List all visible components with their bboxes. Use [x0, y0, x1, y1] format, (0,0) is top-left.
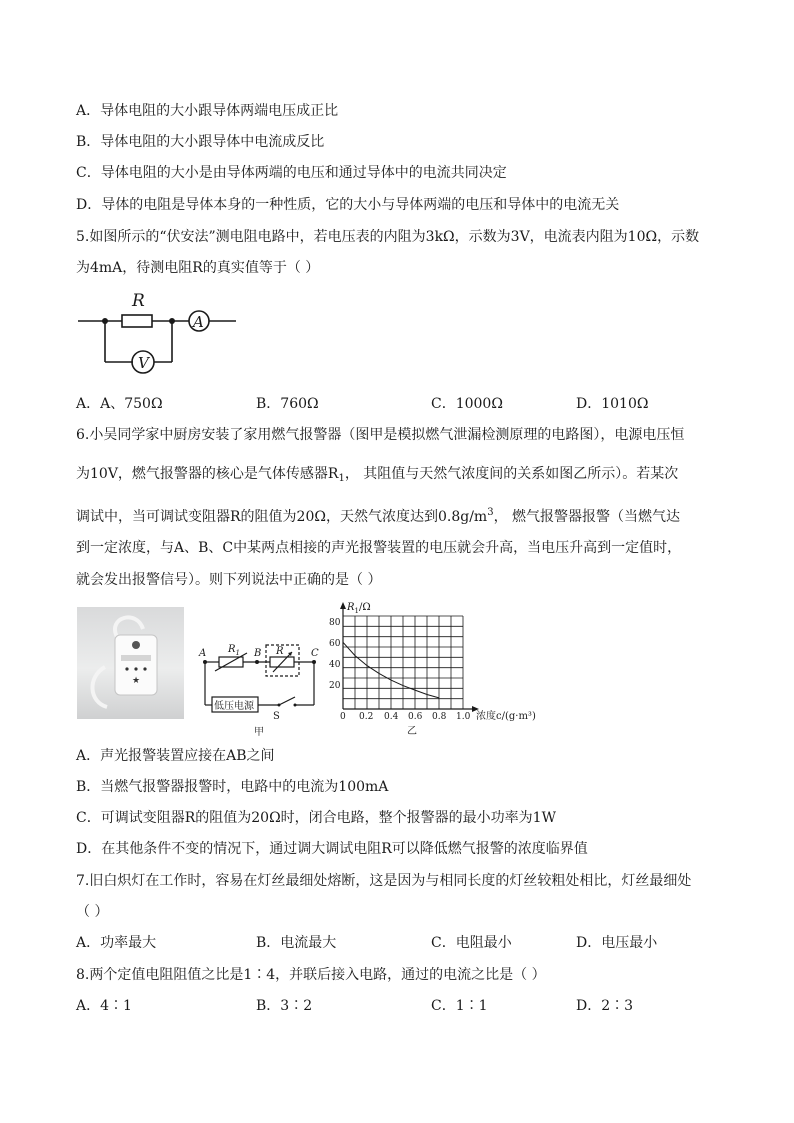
switch-label: S — [273, 711, 280, 722]
q6-circuit-diagram — [195, 635, 325, 739]
svg-text:★: ★ — [132, 676, 141, 686]
graph-xlabel: 浓度c/(g·m³) — [476, 711, 536, 722]
svg-text:R1 — [227, 644, 240, 657]
graph-xtick-0.4: 0.4 — [384, 712, 399, 722]
graph-ytick-20: 20 — [329, 681, 341, 691]
q5-option-d: D．1010Ω — [576, 396, 649, 412]
q4-option-b: B．导体电阻的大小跟导体中电流成反比 — [76, 134, 325, 150]
graph-ytick-40: 40 — [329, 660, 341, 670]
q5-stem-line2: 为4mA，待测电阻R的真实值等于（ ） — [76, 260, 320, 276]
q5-circuit-diagram — [76, 282, 241, 382]
q6-stem-line2: 为10V，燃气报警器的核心是气体传感器$R_1$， 其阻值与天然气浓度间的关系如图乙所示）。若某次 — [76, 466, 679, 484]
q6-resistance-graph — [327, 598, 554, 740]
q6-stem-line4: 到一定浓度，与A、B、C中某两点相接的声光报警装置的电压就会升高，当电压升高到一定值时， — [76, 540, 682, 556]
q7-option-c: C．电阻最小 — [431, 935, 512, 951]
q5-stem-line1: 5.如图所示的“伏安法”测电阻电路中，若电压表的内阻为3kΩ，示数为3V，电流表内阻为10Ω，示数 — [76, 229, 700, 245]
q6-option-d: D．在其他条件不变的情况下，通过调大调试电阻R可以降低燃气报警的浓度临界值 — [76, 841, 588, 857]
node-a-label: A — [199, 648, 207, 659]
q8-option-a: A．4∶1 — [76, 998, 132, 1014]
graph-ylabel-unit: /Ω — [359, 602, 371, 613]
q6-stem-line1: 6.小吴同学家中厨房安装了家用燃气报警器（图甲是模拟燃气泄漏检测原理的电路图），电源电压恒 — [76, 427, 685, 443]
q7-option-a: A．功率最大 — [76, 935, 157, 951]
q6-option-c: C．可调试变阻器R的阻值为20Ω时，闭合电路，整个报警器的最小功率为1W — [76, 810, 556, 826]
q4-option-c: C．导体电阻的大小是由导体两端的电压和通过导体中的电流共同决定 — [76, 165, 507, 181]
q5-option-b: B．760Ω — [256, 396, 319, 412]
q7-stem-line1: 7.旧白炽灯在工作时，容易在灯丝最细处熔断，这是因为与相同长度的灯丝较粗处相比，灯丝最细处 — [76, 873, 692, 889]
q6-stem-line5: 就会发出报警信号）。则下列说法中正确的是（ ） — [76, 572, 382, 588]
graph-ytick-80: 80 — [329, 618, 341, 628]
r1-label: R — [228, 644, 236, 655]
q8-options — [76, 996, 726, 1016]
svg-text:R1/Ω — [346, 602, 371, 615]
q5-option-c: C．1000Ω — [431, 396, 503, 412]
graph-xtick-0: 0 — [340, 712, 346, 722]
node-b-label: B — [254, 648, 262, 659]
q5-options — [76, 394, 726, 414]
graph-xtick-0.6: 0.6 — [408, 712, 423, 722]
q7-stem-line2: （ ） — [76, 904, 109, 920]
voltmeter-label: V — [138, 354, 149, 372]
q8-option-d: D．2∶3 — [576, 998, 634, 1014]
graph-grid — [343, 616, 463, 709]
r1-subscript: 1 — [235, 649, 240, 657]
graph-xtick-0.2: 0.2 — [359, 712, 374, 722]
resistor-r — [122, 315, 152, 327]
r-label: R — [276, 646, 284, 657]
q7-options — [76, 933, 726, 953]
graph-caption: 乙 — [407, 726, 417, 737]
ammeter-label: A — [193, 313, 204, 331]
graph-ylabel-r: R — [347, 602, 355, 613]
resistor-label: R — [132, 291, 145, 311]
q8-stem-line1: 8.两个定值电阻阻值之比是1∶4，并联后接入电路，通过的电流之比是（ ） — [76, 967, 546, 983]
graph-ytick-60: 60 — [329, 639, 341, 649]
gas-alarm-photo — [77, 607, 184, 719]
circuit-caption: 甲 — [254, 727, 264, 738]
q4-option-a: A．导体电阻的大小跟导体两端电压成正比 — [76, 103, 339, 119]
graph-xtick-1.0: 1.0 — [456, 712, 471, 722]
q8-option-b: B．3∶2 — [256, 998, 313, 1014]
graph-ylabel-sub: 1 — [354, 607, 359, 615]
q5-option-a: A．A、750Ω — [76, 396, 163, 412]
q7-option-d: D．电压最小 — [576, 935, 658, 951]
node-c-label: C — [311, 648, 319, 659]
q6-option-a: A．声光报警装置应接在AB之间 — [76, 748, 275, 764]
q6-option-b: B．当燃气报警器报警时，电路中的电流为100mA — [76, 779, 389, 795]
graph-xtick-0.8: 0.8 — [432, 712, 447, 722]
q4-option-d: D．导体的电阻是导体本身的一种性质，它的大小与导体两端的电压和导体中的电流无关 — [76, 197, 620, 213]
q6-stem-line3: 调试中，当可调试变阻器R的阻值为20Ω，天然气浓度达到$0.8g/m^3$， 燃气报警器报警（当燃气达 — [76, 507, 681, 525]
q8-option-c: C．1∶1 — [431, 998, 488, 1014]
q7-option-b: B．电流最大 — [256, 935, 337, 951]
source-label: 低压电源 — [214, 701, 254, 712]
